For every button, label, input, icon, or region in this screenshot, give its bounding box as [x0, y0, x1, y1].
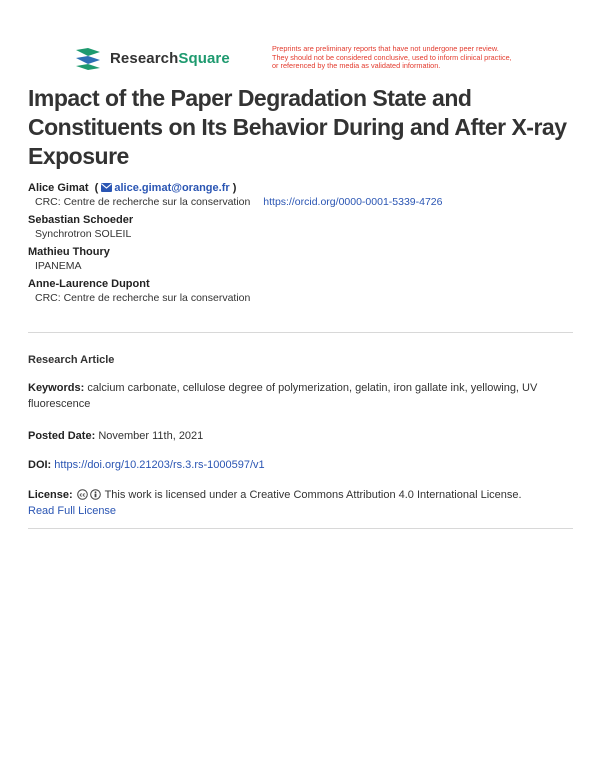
posted-date-label: Posted Date: [28, 430, 96, 442]
logo-text-research: Research [110, 49, 179, 67]
author-email-link[interactable] [101, 182, 229, 194]
author-email: alice.gimat@orange.fr [114, 182, 230, 194]
preprint-disclaimer [272, 45, 542, 71]
keywords-label: Keywords: [28, 382, 85, 394]
research-square-logo[interactable] [74, 46, 230, 70]
attribution-icon [90, 489, 101, 500]
svg-text:cc: cc [79, 492, 86, 499]
keywords-value: calcium carbonate, cellulose degree of polymerization, gelatin, iron gallate ink, yellowing, UV fluorescence [28, 382, 538, 410]
author-entry [28, 181, 576, 210]
author-name: Anne-Laurence Dupont [28, 278, 150, 290]
author-name: Mathieu Thoury [28, 246, 110, 258]
email-paren-close: ) [229, 182, 237, 194]
read-full-license-link[interactable]: Read Full License [28, 505, 117, 517]
mail-icon [101, 183, 112, 192]
posted-date-value: November 11th, 2021 [98, 430, 204, 442]
license-label: License: [28, 489, 73, 501]
paper-title: Impact of the Paper Degradation State and Constituents on Its Behavior During and After X-ray Exposure [28, 85, 567, 169]
doi [28, 457, 576, 473]
posted-date [28, 428, 576, 444]
logo-text [110, 50, 230, 67]
license-text: This work is licensed under a Creative Commons Attribution 4.0 International License. [104, 489, 522, 501]
author-affiliation: Synchrotron SOLEIL [35, 228, 132, 240]
research-square-logo-icon [74, 46, 104, 70]
logo-text-square: Square [178, 49, 230, 67]
keywords [28, 380, 576, 412]
doi-label: DOI: [28, 459, 52, 471]
author-affiliation: IPANEMA [35, 260, 82, 272]
author-entry [28, 213, 576, 242]
author-name: Alice Gimat [28, 182, 89, 194]
disclaimer-line: They should not be considered conclusive, used to inform clinical practice, [272, 52, 512, 62]
author-affiliation: CRC: Centre de recherche sur la conservation [35, 196, 251, 208]
author-entry [28, 277, 576, 306]
disclaimer-line: Preprints are preliminary reports that have not undergone peer review. [272, 44, 499, 53]
email-paren-open: ( [91, 182, 102, 194]
disclaimer-line: or referenced by the media as validated information. [272, 61, 441, 71]
license [28, 487, 576, 519]
author-affiliation: CRC: Centre de recherche sur la conservation [35, 292, 251, 304]
article-type: Research Article [28, 354, 115, 366]
author-entry [28, 245, 576, 274]
author-name: Sebastian Schoeder [28, 214, 134, 226]
section-divider [28, 332, 573, 333]
author-list [28, 181, 576, 309]
doi-link[interactable]: https://doi.org/10.21203/rs.3.rs-1000597/v1 [54, 459, 265, 471]
creative-commons-icon [77, 489, 88, 500]
orcid-link[interactable]: https://orcid.org/0000-0001-5339-4726 [263, 196, 443, 208]
section-divider [28, 528, 573, 529]
